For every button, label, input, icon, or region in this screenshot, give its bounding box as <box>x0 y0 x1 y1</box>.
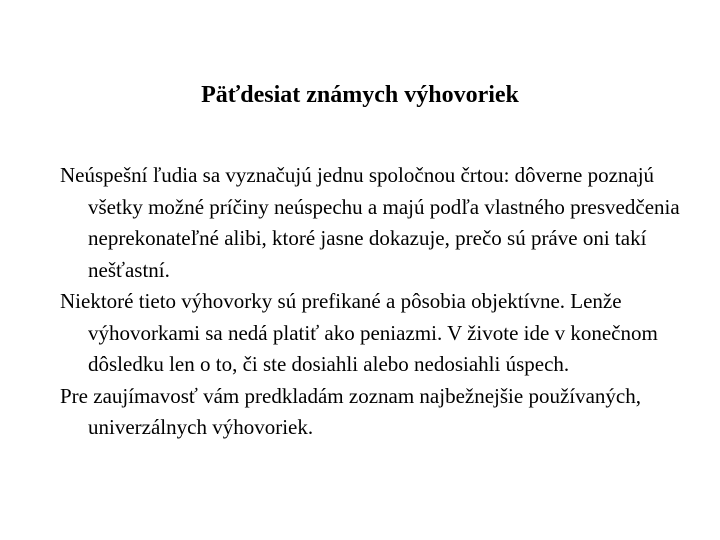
paragraph-3: Pre zaujímavosť vám predkladám zoznam najbežnejšie používaných, univerzálnych výhovoriek. <box>60 383 642 439</box>
slide-body <box>60 160 680 444</box>
paragraph-2: Niektoré tieto výhovorky sú prefikané a pôsobia objektívne. Lenže výhovorkami sa nedá platiť ako peniazmi. V živote ide v konečnom dôsledku len o to, či ste dosiahli alebo nedosiahli úspech. <box>60 289 658 376</box>
paragraph-1: Neúspešní ľudia sa vyznačujú jednu spoločnou črtou: dôverne poznajú všetky možné príčiny neúspechu a majú podľa vlastného presvedčenia neprekonateľné alibi, ktoré jasne dokazuje, prečo sú práve oni takí nešťastní. <box>60 163 680 282</box>
slide-title: Päťdesiat známych výhovoriek <box>201 82 519 108</box>
